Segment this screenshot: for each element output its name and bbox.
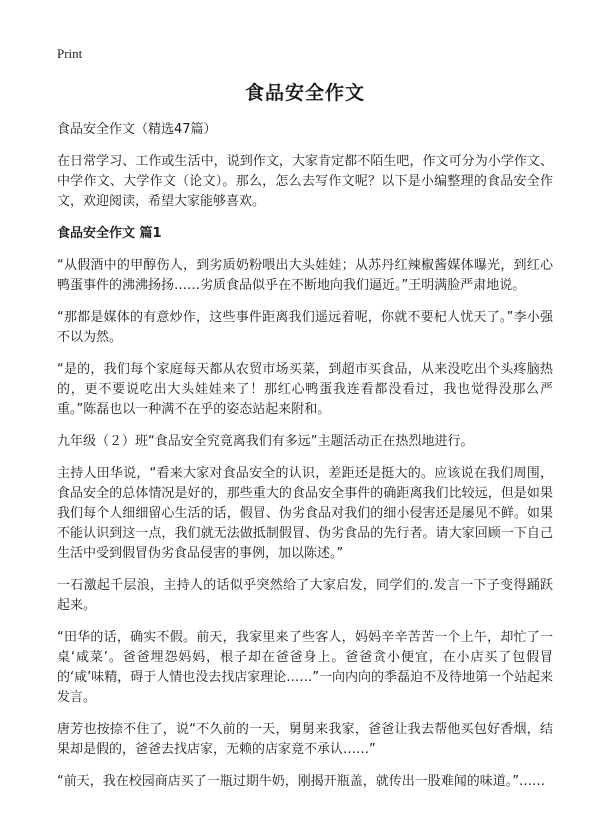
article-subtitle: 食品安全作文（精选47篇） bbox=[57, 122, 217, 137]
body-paragraph-4: 九年级（２）班“食品安全究竟离我们有多远”主题活动正在热烈地进行。 bbox=[57, 434, 474, 449]
body-paragraph-5: 主持人田华说，“看来大家对食品安全的认识，差距还是挺大的。应该说在我们周围，食品安全的总体情况是好的，那些重大的食品安全事件的确距离我们比较远，但是如果我们每个人细细留心生活的话，假冒、伪劣食品对我们的细小侵害还是屡见不鲜。如果不能认识到这一点，我们就无法做抵制假冒、伪劣食品的先行者。请大家回顾一下自己生活中受到假冒伪劣食品侵害的事例，加以陈述。” bbox=[57, 466, 553, 561]
body-paragraph-8: 唐芳也按捺不住了，说“不久前的一天，舅舅来我家，爸爸让我去帮他买包好香烟，结果却是假的，爸爸去找店家，无赖的店家竟不承认……” bbox=[57, 722, 553, 757]
body-paragraph-1: “从假酒中的甲醇伤人，到劣质奶粉喂出大头娃娃；从苏丹红辣椒酱媒体曝光，到红心鸭蛋事件的沸沸扬扬……劣质食品似乎在不断地向我们逼近。”王明满脸严肃地说。 bbox=[57, 258, 553, 293]
section-heading: 食品安全作文 篇1 bbox=[57, 226, 162, 241]
page-title: 食品安全作文 bbox=[244, 82, 365, 104]
body-paragraph-7: “田华的话，确实不假。前天，我家里来了些客人，妈妈辛辛苦苦一个上午，却忙了一桌‘咸菜’。爸爸埋怨妈妈，根子却在爸爸身上。爸爸贪小便宜，在小店买了包假冒的‘咸’味精，碍于人情也没去找店家理论……”一向内向的季磊迫不及待地第一个站起来发言。 bbox=[57, 630, 554, 705]
intro-paragraph: 在日常学习、工作或生活中，说到作文，大家肯定都不陌生吧，作文可分为小学作文、中学作文、大学作文（论文）。那么，怎么去写作文呢？以下是小编整理的食品安全作文，欢迎阅读，希望大家能够喜欢。 bbox=[57, 154, 553, 209]
article-body bbox=[57, 120, 553, 804]
body-paragraph-2: “那都是媒体的有意炒作，这些事件距离我们遥远着呢，你就不要杞人忧天了。”李小强不以为然。 bbox=[57, 310, 553, 345]
body-paragraph-3: “是的，我们每个家庭每天都从农贸市场买菜，到超市买食品，从来没吃出个头疼脑热的，更不要说吃出大头娃娃来了！那红心鸭蛋我连看都没看过，我也觉得没那么严重。”陈磊也以一种满不在乎的姿态站起来附和。 bbox=[57, 362, 553, 417]
body-paragraph-9: “前天，我在校园商店买了一瓶过期牛奶，刚揭开瓶盖，就传出一股难闻的味道。”…… bbox=[57, 774, 545, 789]
print-link[interactable]: Print bbox=[57, 46, 83, 61]
body-paragraph-6: 一石激起千层浪，主持人的话似乎突然给了大家启发，同学们的.发言一下子变得踊跃起来。 bbox=[57, 578, 553, 613]
